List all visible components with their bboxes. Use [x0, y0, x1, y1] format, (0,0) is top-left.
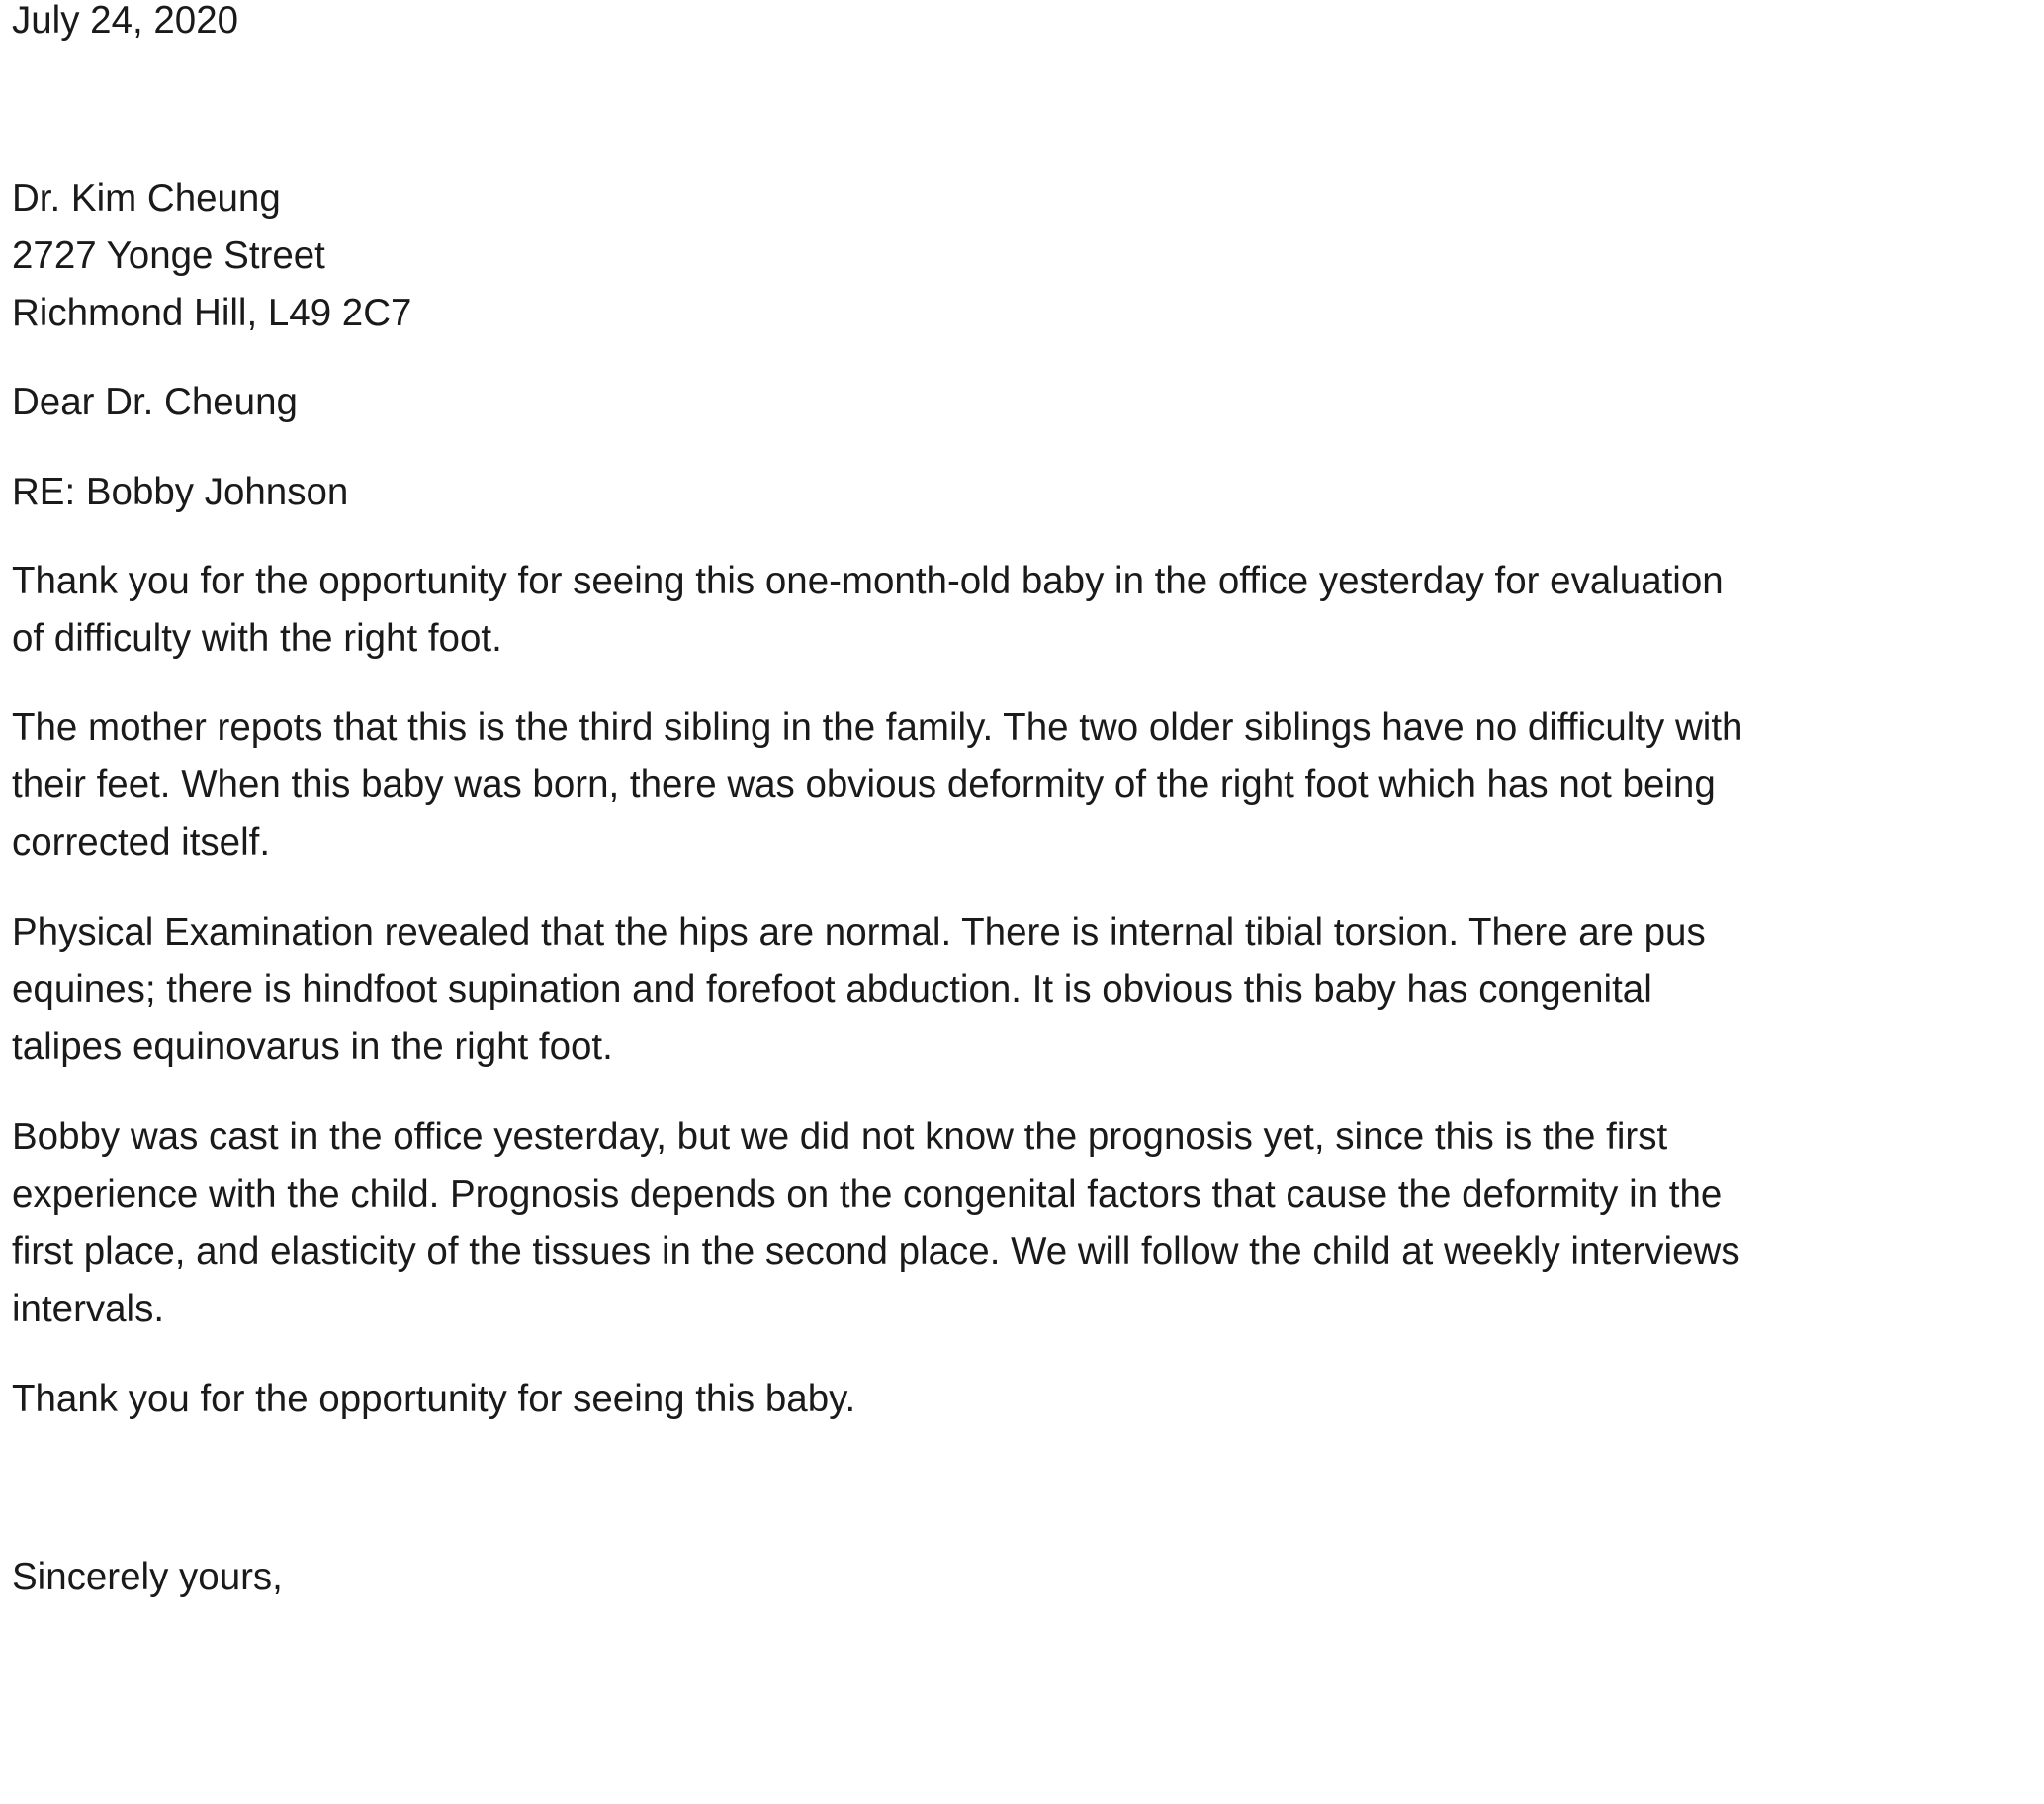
body-paragraph-4 — [12, 1109, 1891, 1338]
paragraph-line: talipes equinovarus in the right foot. — [12, 1026, 613, 1068]
paragraph-line: intervals. — [12, 1288, 165, 1330]
paragraph-line: of difficulty with the right foot. — [12, 617, 502, 660]
recipient-city: Richmond Hill, L49 2C7 — [12, 292, 412, 334]
body-paragraph-5 — [12, 1371, 1891, 1428]
body-paragraph-2 — [12, 699, 1891, 871]
paragraph-line: Thank you for the opportunity for seeing this one-month-old baby in the office yesterday for evaluation — [12, 560, 1724, 602]
paragraph-line: experience with the child. Prognosis depends on the congenital factors that cause the deformity in the — [12, 1173, 1723, 1216]
paragraph-line: The mother repots that this is the third sibling in the family. The two older siblings have no difficulty with — [12, 706, 1743, 749]
body-paragraph-1 — [12, 553, 1891, 668]
paragraph-line: Bobby was cast in the office yesterday, but we did not know the prognosis yet, since this is the first — [12, 1116, 1668, 1158]
paragraph-line: first place, and elasticity of the tissues in the second place. We will follow the child at weekly interviews — [12, 1230, 1740, 1273]
paragraph-line: their feet. When this baby was born, there was obvious deformity of the right foot which has not being — [12, 764, 1716, 806]
body-paragraph-3 — [12, 904, 1891, 1076]
recipient-name: Dr. Kim Cheung — [12, 177, 281, 220]
salutation: Dear Dr. Cheung — [12, 381, 298, 423]
recipient-street: 2727 Yonge Street — [12, 234, 325, 277]
paragraph-line: Physical Examination revealed that the hips are normal. There is internal tibial torsion. There are pus — [12, 911, 1706, 953]
re-line: RE: Bobby Johnson — [12, 471, 349, 513]
closing: Sincerely yours, — [12, 1556, 283, 1598]
paragraph-line: Thank you for the opportunity for seeing this baby. — [12, 1378, 856, 1420]
paragraph-line: equines; there is hindfoot supination and forefoot abduction. It is obvious this baby has congenital — [12, 968, 1652, 1011]
letter-date: July 24, 2020 — [12, 0, 239, 42]
paragraph-line: corrected itself. — [12, 821, 271, 863]
